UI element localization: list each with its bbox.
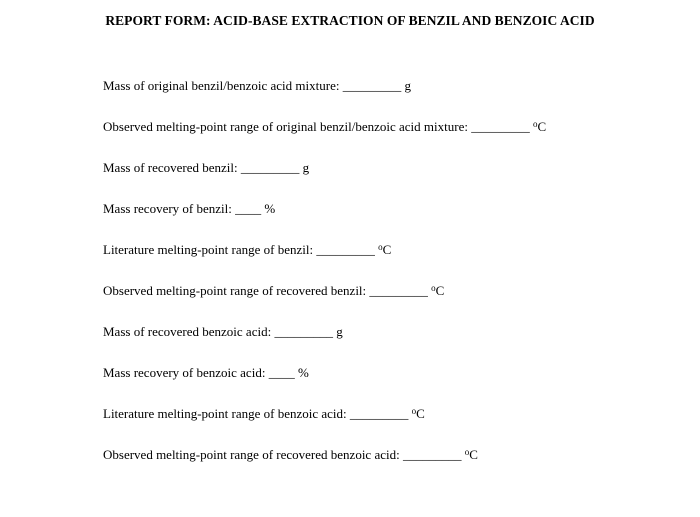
field-blank: ____ (235, 201, 262, 216)
field-blank: _________ (402, 447, 462, 462)
degree-sign: o (411, 406, 417, 416)
field-mp-original-mixture (103, 119, 683, 160)
field-mass-recovery-benzoic-acid (103, 365, 683, 406)
field-blank: _________ (369, 283, 428, 298)
field-unit: C (416, 406, 425, 421)
field-unit: C (469, 447, 478, 462)
field-blank: _________ (316, 242, 375, 257)
field-literature-mp-benzoic-acid (103, 406, 683, 447)
field-blank: _________ (240, 160, 300, 175)
report-fields (103, 78, 683, 488)
field-blank: _________ (349, 406, 409, 421)
field-label: Mass of recovered benzil: (103, 160, 238, 175)
field-unit: C (382, 242, 392, 257)
field-mass-recovered-benzil (103, 160, 683, 201)
field-label: Mass of original benzil/benzoic acid mixture: (103, 78, 340, 93)
field-label: Observed melting-point range of recovered benzoic acid: (103, 447, 400, 462)
field-label: Mass recovery of benzil: (103, 201, 232, 216)
field-literature-mp-benzil (103, 242, 683, 283)
field-unit: g (404, 78, 411, 93)
degree-sign: o (464, 447, 470, 457)
field-label: Mass of recovered benzoic acid: (103, 324, 272, 339)
field-unit: % (264, 201, 276, 216)
field-label: Literature melting-point range of benzoic acid: (103, 406, 347, 421)
field-unit: g (336, 324, 343, 339)
field-unit: % (297, 365, 309, 380)
field-mass-recovered-benzoic-acid (103, 324, 683, 365)
field-unit: g (302, 160, 310, 175)
degree-sign: o (378, 242, 383, 252)
field-label: Literature melting-point range of benzil: (103, 242, 314, 257)
field-blank: _________ (471, 119, 530, 134)
field-mass-original-mixture (103, 78, 683, 119)
field-mass-recovery-benzil (103, 201, 683, 242)
field-label: Mass recovery of benzoic acid: (103, 365, 266, 380)
degree-sign: o (532, 119, 538, 129)
page-title: REPORT FORM: ACID-BASE EXTRACTION OF BENZIL AND BENZOIC ACID (105, 13, 595, 28)
field-blank: _________ (274, 324, 333, 339)
degree-sign: o (431, 283, 436, 293)
field-blank: ____ (268, 365, 295, 380)
field-observed-mp-recovered-benzoic-acid (103, 447, 683, 488)
field-label: Observed melting-point range of original benzil/benzoic acid mixture: (103, 119, 468, 134)
field-label: Observed melting-point range of recovered benzil: (103, 283, 367, 298)
field-unit: C (435, 283, 445, 298)
field-unit: C (537, 119, 547, 134)
field-blank: _________ (342, 78, 402, 93)
field-observed-mp-recovered-benzil (103, 283, 683, 324)
